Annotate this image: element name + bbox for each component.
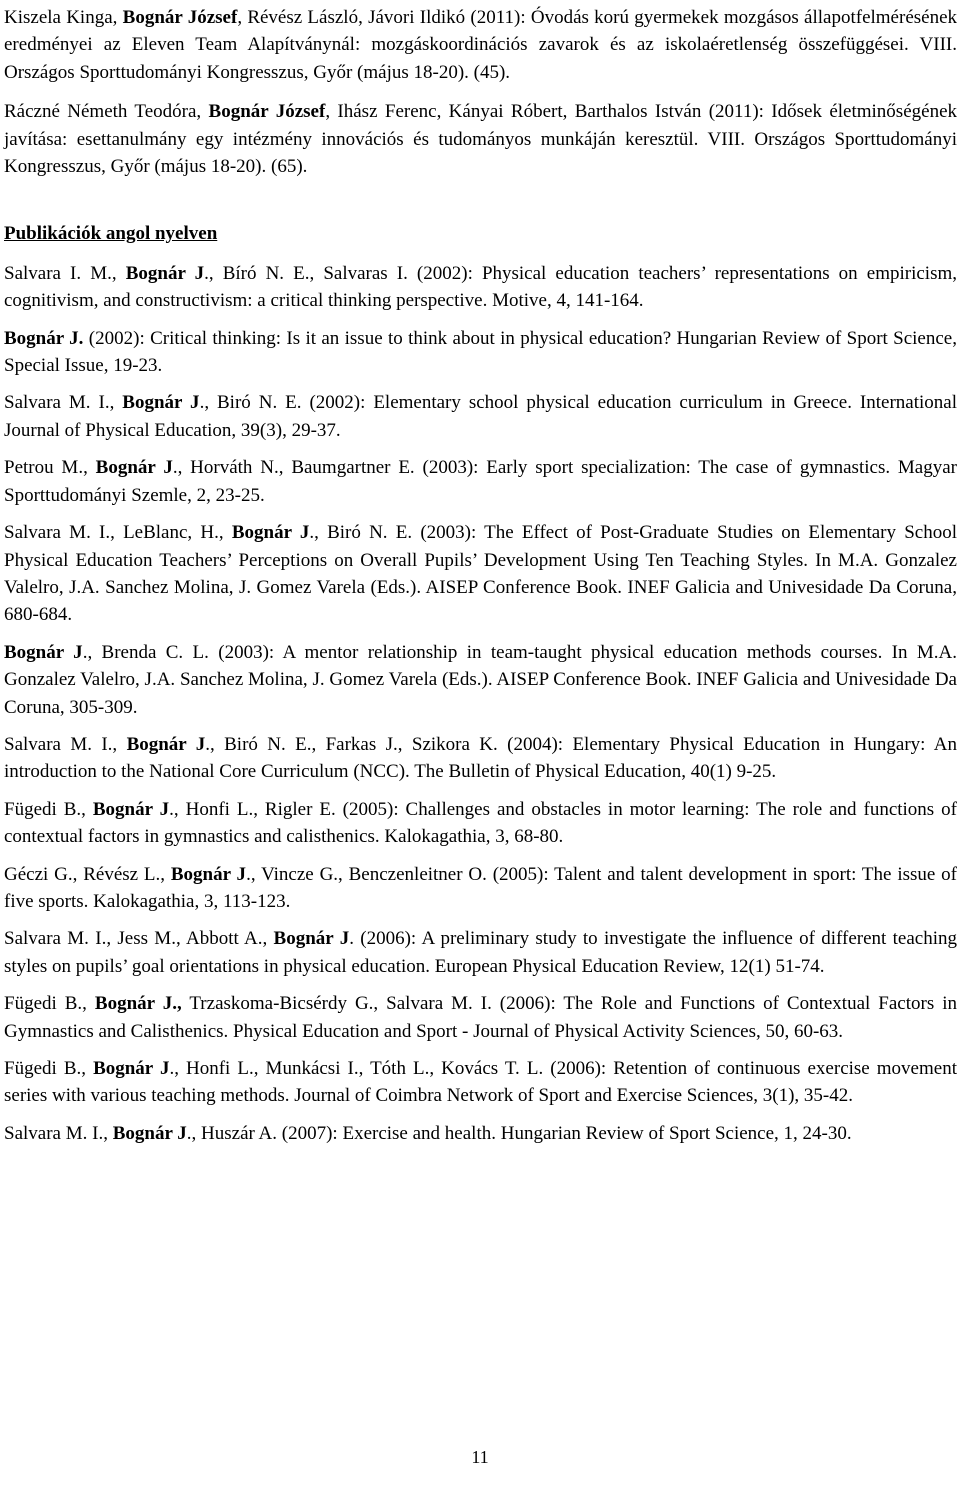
- reference-text: Ráczné Németh Teodóra,: [4, 101, 209, 123]
- author-highlight: Bognár J: [122, 392, 200, 414]
- reference-text: Petrou M.,: [4, 457, 96, 479]
- author-highlight: Bognár J: [92, 798, 170, 820]
- reference-entry: [4, 4, 957, 86]
- author-highlight: Bognár József: [208, 101, 326, 123]
- reference-text: Salvara I. M.,: [4, 262, 126, 284]
- reference-entry: [4, 990, 957, 1045]
- reference-text: . (2006): A preliminary study to investigate the influence of different teaching styles on pupils’ goal orientations in physical education. European Physical Education Review, 12(1) 51-74.: [4, 928, 957, 977]
- reference-text: (2002): Critical thinking: Is it an issue to think about in physical education? Hungarian Review of Sport Science, Special Issue, 19-23.: [4, 327, 957, 377]
- reference-entry: [4, 454, 957, 509]
- reference-text: ., Huszár A. (2007): Exercise and health. Hungarian Review of Sport Science, 1, 24-30.: [186, 1122, 852, 1144]
- reference-text: Salvara M. I.,: [4, 1122, 113, 1144]
- reference-text: Salvara M. I., Jess M., Abbott A.,: [4, 928, 274, 950]
- reference-text: , Ihász Ferenc, Kányai Róbert, Barthalos István (2011): Idősek életminőségének javítása: esettanulmány egy intézmény innovációs és tudományos munkáján keresztül. VIII. Országos Sporttudományi Kongresszus, Győr (május 18-20). (65).: [4, 101, 957, 178]
- author-highlight: Bognár J: [125, 262, 205, 284]
- author-highlight: Bognár J: [4, 641, 83, 663]
- reference-entry: [4, 519, 957, 629]
- reference-text: ., Horváth N., Baumgartner E. (2003): Early sport specialization: The case of gymnastics. Magyar Sporttudományi Szemle, 2, 23-25.: [4, 457, 957, 506]
- reference-text: Fügedi B.,: [4, 1058, 94, 1079]
- section-heading-english-publications: Publikációk angol nyelven: [4, 223, 218, 245]
- author-highlight: Bognár J: [112, 1122, 187, 1144]
- reference-text: Salvara M. I., LeBlanc, H.,: [4, 522, 232, 544]
- author-highlight: Bognár J: [231, 522, 310, 544]
- reference-text: ., Biró N. E. (2002): Elementary school physical education curriculum in Greece. International Journal of Physical Education, 39(3), 29-37.: [4, 392, 957, 441]
- reference-text: ., Vincze G., Benczenleitner O. (2005): Talent and talent development in sport: The issue of five sports. Kalokagathia, 3, 113-123.: [4, 863, 957, 912]
- reference-entry: [4, 1120, 957, 1147]
- reference-text: ., Honfi L., Rigler E. (2005): Challenges and obstacles in motor learning: The role and functions of contextual factors in gymnastics and calisthenics. Kalokagathia, 3, 68-80.: [4, 798, 957, 848]
- reference-text: ., Brenda C. L. (2003): A mentor relationship in team-taught physical education methods courses. In M.A. Gonzalez Valelro, J.A. Sanchez Molina, J. Gomez Varela (Eds.). AISEP Conference Book. INEF Galicia and Univesidade Da Coruna, 305-309.: [4, 641, 957, 718]
- reference-entry: [4, 325, 957, 380]
- reference-text: Trzaskoma-Bicsérdy G., Salvara M. I. (2006): The Role and Functions of Contextual Factors in Gymnastics and Calisthenics. Physical Education and Sport - Journal of Physical Activity Sciences, 50, 60-63.: [4, 993, 957, 1042]
- author-highlight: Bognár J: [170, 863, 247, 885]
- reference-entry: [4, 731, 957, 786]
- reference-text: Géczi G., Révész L.,: [4, 863, 171, 885]
- reference-entry: [4, 389, 957, 444]
- reference-text: , Révész László, Jávori Ildikó (2011): Óvodás korú gyermekek mozgásos állapotfelmérésének eredményei az Eleven Team Alapítványnál: mozgáskoordinációs zavarok és az iskolaéretlenség összefüggései. VIII. Országos Sporttudományi Kongresszus, Győr (május 18-20). (45).: [4, 7, 958, 83]
- reference-text: ., Biró N. E., Farkas J., Szikora K. (2004): Elementary Physical Education in Hungary: An introduction to the National Core Curriculum (NCC). The Bulletin of Physical Education, 40(1) 9-25.: [4, 733, 957, 783]
- reference-text: Fügedi B.,: [4, 993, 95, 1015]
- author-highlight: Bognár J.,: [94, 993, 182, 1015]
- author-highlight: Bognár J.: [4, 327, 84, 349]
- reference-entry: [4, 260, 957, 315]
- english-publications-list: [4, 260, 957, 1147]
- reference-text: Fügedi B.,: [4, 798, 93, 820]
- author-highlight: Bognár J: [95, 457, 173, 479]
- reference-text: Salvara M. I.,: [4, 392, 123, 414]
- author-highlight: Bognár J: [93, 1058, 170, 1079]
- reference-text: ., Biró N. E. (2003): The Effect of Post-Graduate Studies on Elementary School Physical Education Teachers’ Perceptions on Overall Pupils’ Development Using Ten Teaching Styles. In M.A. Gonzalez Valelro, J.A. Sanchez Molina, J. Gomez Varela (Eds.). AISEP Conference Book. INEF Galicia and Univesidade Da Coruna, 680-684.: [4, 522, 957, 626]
- author-highlight: Bognár J: [126, 733, 206, 755]
- reference-text: Kiszela Kinga,: [4, 7, 123, 28]
- reference-entry: [4, 98, 957, 180]
- author-highlight: Bognár J: [273, 928, 350, 950]
- reference-entry: [4, 861, 957, 916]
- hungarian-publications-list: [4, 4, 957, 180]
- reference-entry: [4, 796, 957, 851]
- reference-entry: [4, 925, 957, 980]
- reference-text: ., Honfi L., Munkácsi I., Tóth L., Kovács T. L. (2006): Retention of continuous exercise movement series with various teaching methods. Journal of Coimbra Network of Sport and Exercise Sciences, 3(1), 35-42.: [4, 1058, 957, 1107]
- page-number: 11: [471, 1447, 489, 1467]
- author-highlight: Bognár József: [122, 7, 238, 28]
- reference-entry: [4, 1055, 957, 1110]
- reference-text: ., Bíró N. E., Salvaras I. (2002): Physical education teachers’ representations on empiricism, cognitivism, and constructivism: a critical thinking perspective. Motive, 4, 141-164.: [4, 262, 957, 312]
- reference-text: Salvara M. I.,: [4, 733, 127, 755]
- reference-entry: [4, 639, 957, 721]
